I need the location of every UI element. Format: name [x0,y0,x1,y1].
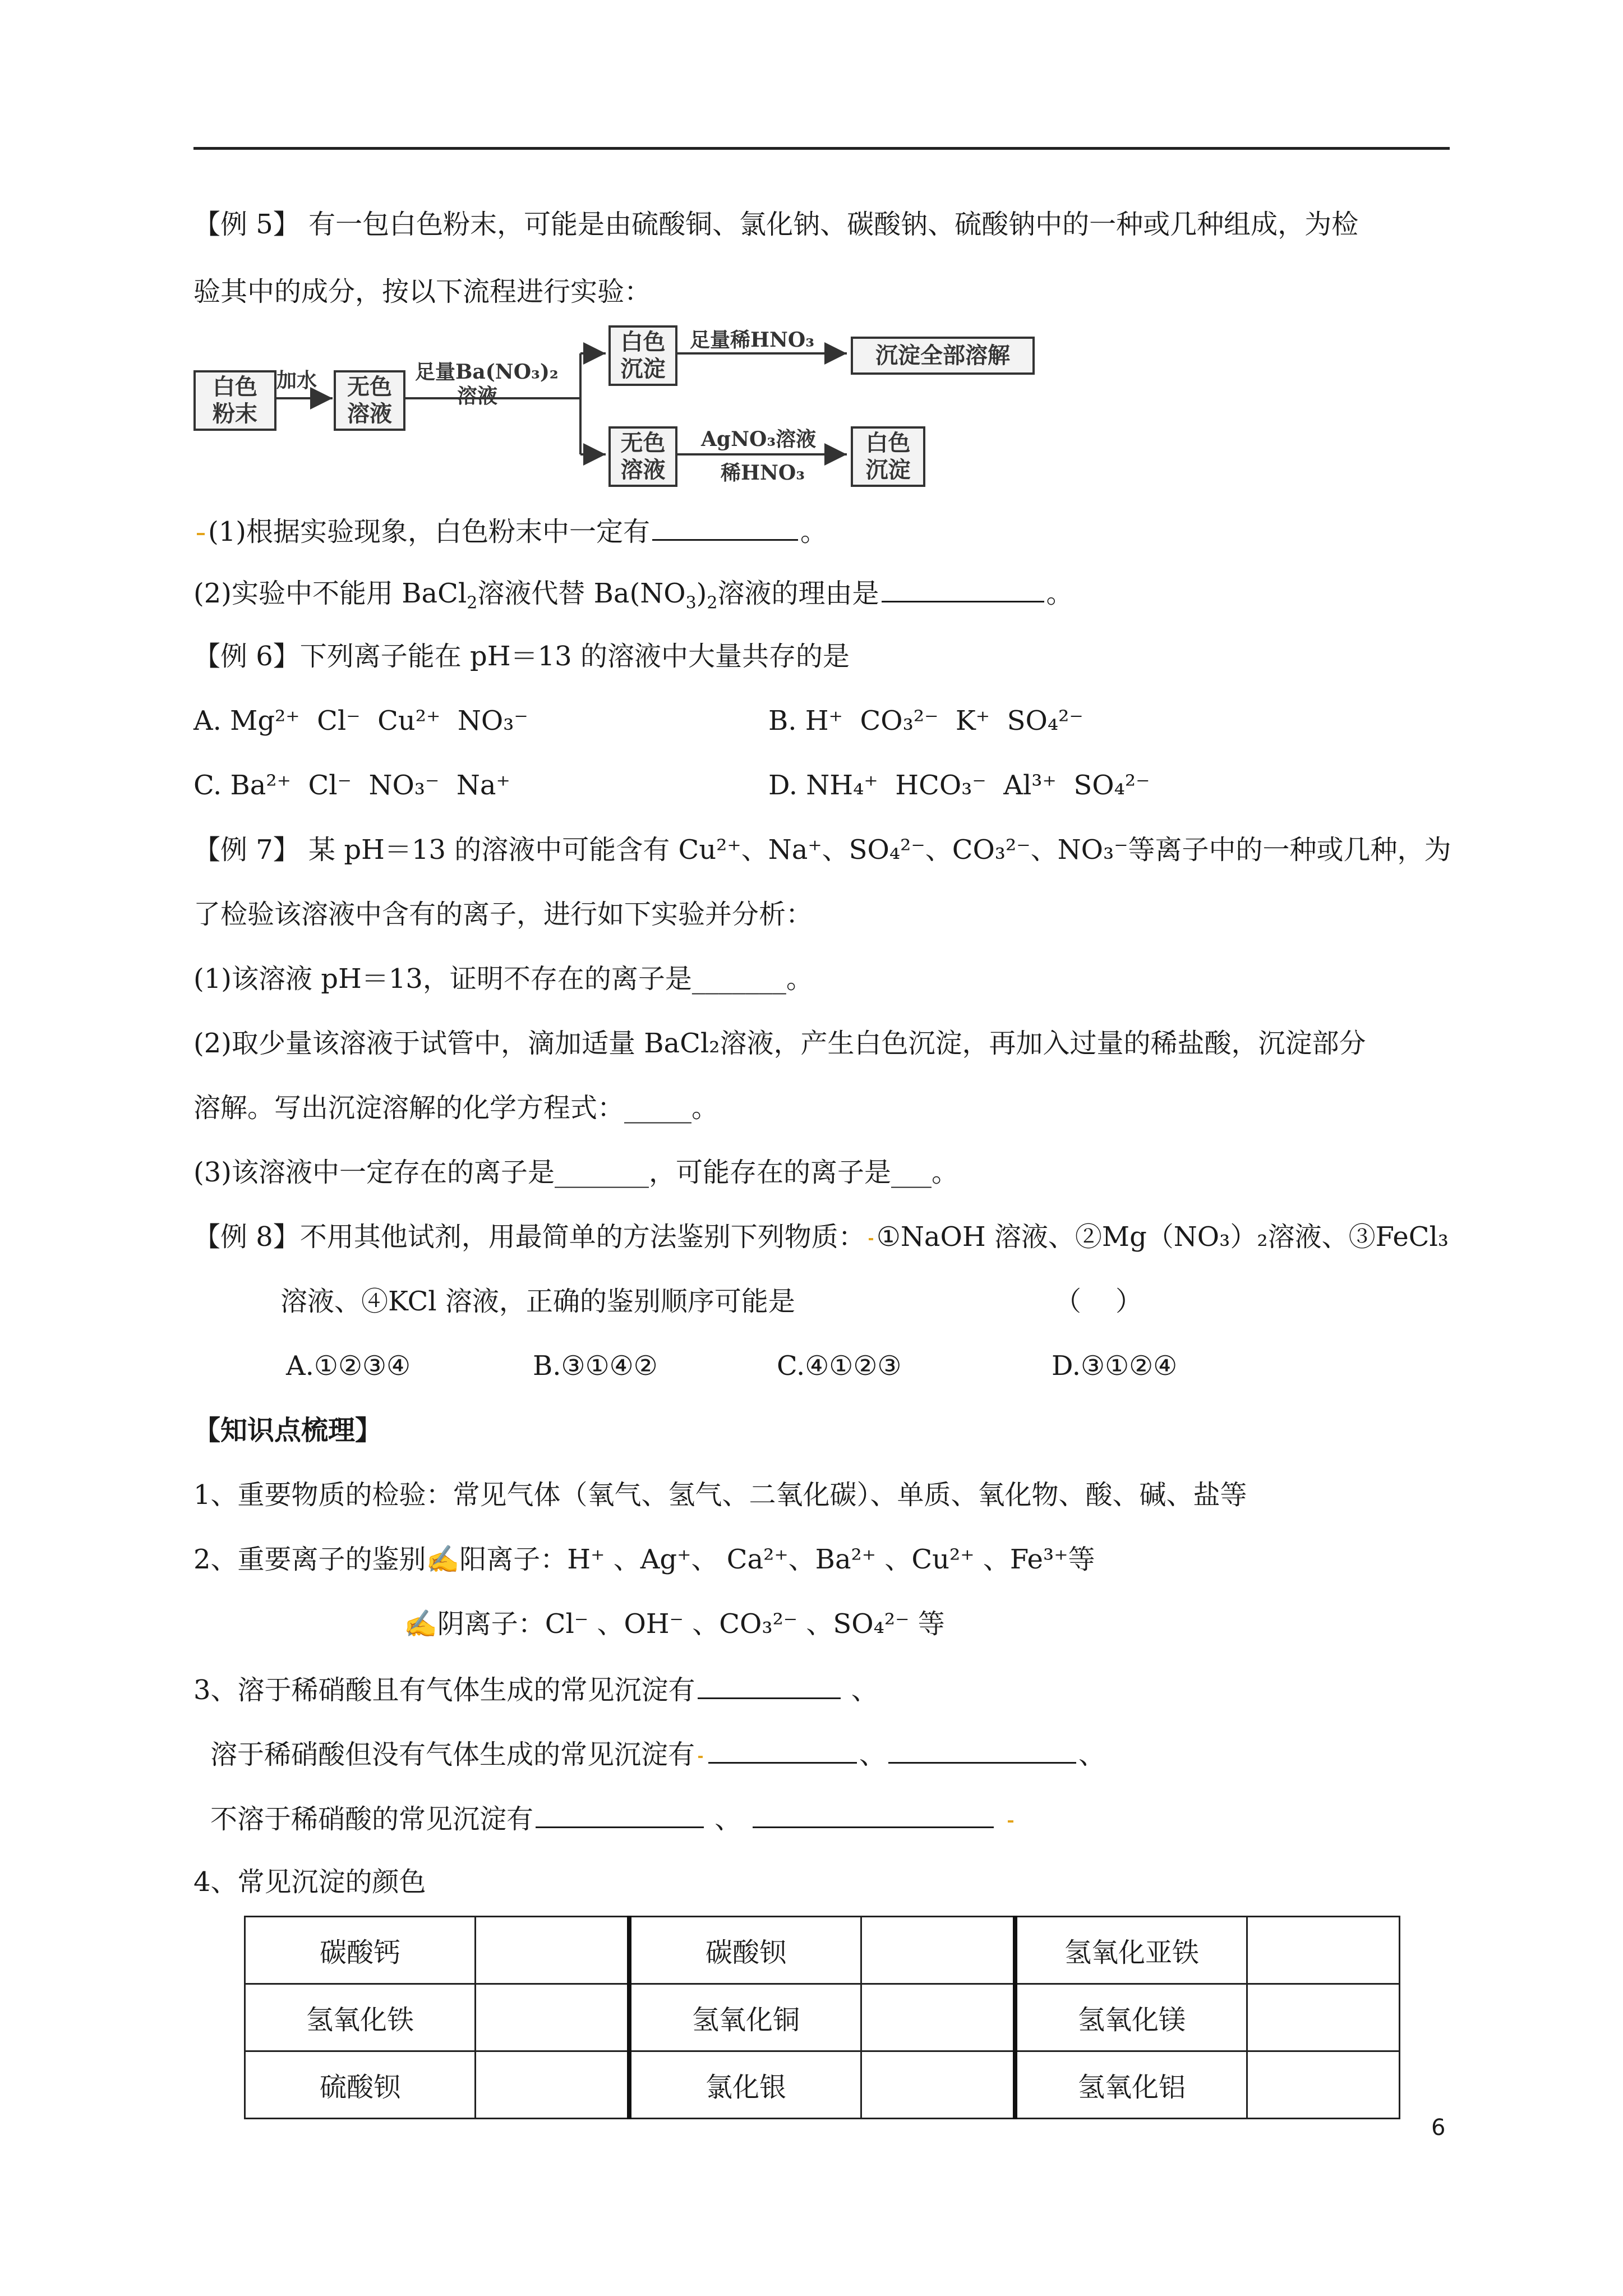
ex5-q2: (2)实验中不能用 BaCl$_2$溶液代替 $Ba(NO_3)_2$溶液的理由是 。 [193,575,1073,610]
knowledge-p4: 4、常见沉淀的颜色 [193,1866,426,1898]
knowledge-p2: 2、重要离子的鉴别✍阳离子：H⁺ 、Ag⁺、 Ca²⁺、Ba²⁺ 、Cu²⁺ 、Fe³⁺等 [193,1544,1095,1575]
ex5-q1: (1)根据实验现象，白色粉末中一定有 。 [193,513,827,549]
ex5-line2: 验其中的成分，按以下流程进行实验： [193,276,652,307]
ex8-option-b: B.③①④② [533,1350,658,1382]
ex5-line1 [193,208,1358,241]
ex7-q2a: (2)取少量该溶液于试管中，滴加适量 BaCl₂溶液，产生白色沉淀，再加入过量的稀盐酸，沉淀部分 [193,1028,1366,1059]
table-cell: 氢氧化亚铁 [1015,1917,1247,1984]
table-cell: 氢氧化铜 [629,1984,861,2051]
table-cell-blank [1247,1917,1399,1984]
table-cell: 氢氧化铝 [1015,2051,1247,2119]
ex6-title: 【例 6】下列离子能在 pH＝13 的溶液中大量共存的是 [193,641,850,672]
ex7-q2b: 溶解。写出沉淀溶解的化学方程式：_____。 [193,1092,719,1124]
knowledge-p3: 3、溶于稀硝酸且有气体生成的常见沉淀有 、 [193,1672,878,1707]
table-cell: 氢氧化镁 [1015,1984,1247,2051]
flow-box-ppt: 白色 沉淀 [608,325,677,386]
ex8-line1: 【例 8】不用其他试剂，用最简单的方法鉴别下列物质： ①NaOH 溶液、②Mg（NO₃）₂溶液、③FeCl₃ [193,1221,1449,1253]
table-row [245,1984,1400,2051]
ex6-option-c: C. Ba²⁺ Cl⁻ NO₃⁻ Na⁺ [193,770,510,801]
ex5-flowchart [193,286,1035,488]
ex8-line2: 溶液、④KCl 溶液，正确的鉴别顺序可能是 [280,1286,795,1317]
knowledge-title: 【知识点梳理】 [193,1415,382,1446]
flow-label-reagent3b: 稀HNO₃ [721,461,805,485]
table-cell: 硫酸钡 [245,2051,476,2119]
flow-label-reagent3a: AgNO₃溶液 [701,427,817,451]
ex5-tag: 【例 5】 [193,209,300,240]
table-cell-blank [1247,1984,1399,2051]
knowledge-p3c: 不溶于稀硝酸的常见沉淀有 、 [210,1801,1017,1836]
ex7-line2: 了检验该溶液中含有的离子，进行如下实验并分析： [193,899,813,930]
knowledge-p2b: ✍阴离子：Cl⁻ 、OH⁻ 、CO₃²⁻ 、SO₄²⁻ 等 [404,1608,945,1640]
ex7-line1: 【例 7】 某 pH＝13 的溶液中可能含有 Cu²⁺、Na⁺、SO₄²⁻、CO₃²⁻、NO₃⁻等离子中的一种或几种，为 [193,834,1451,866]
flow-label-reagent1a: 足量Ba(NO₃)₂ [415,360,559,384]
flow-label-reagent1b: 溶液 [457,384,498,408]
ex8-option-a: A.①②③④ [286,1350,411,1382]
table-cell-blank [1247,2051,1399,2119]
flow-box-filtrate: 无色 溶液 [608,426,677,487]
ex8-option-d: D.③①②④ [1052,1350,1178,1382]
table-row [245,1917,1400,1984]
header-rule [193,147,1450,150]
flow-box-white-ppt: 白色 沉淀 [851,426,925,487]
table-cell-blank [475,1984,629,2051]
table-cell: 碳酸钡 [629,1917,861,1984]
knowledge-p3b: 溶于稀硝酸但没有气体生成的常见沉淀有 、 、 [210,1736,1105,1772]
ex8-option-c: C.④①②③ [777,1350,902,1382]
table-cell-blank [861,1984,1015,2051]
page-number: 6 [1431,2115,1446,2141]
table-cell-blank [475,2051,629,2119]
table-cell-blank [475,1917,629,1984]
table-cell-blank [861,2051,1015,2119]
flow-label-water: 加水 [276,369,317,392]
ex6-option-d: D. NH₄⁺ HCO₃⁻ Al³⁺ SO₄²⁻ [768,770,1150,801]
ex8-answer-paren: （ ） [1054,1286,1143,1317]
ex7-q1: (1)该溶液 pH＝13，证明不存在的离子是_______。 [193,963,813,995]
table-row [245,2051,1400,2119]
knowledge-p1: 1、重要物质的检验：常见气体（氧气、氢气、二氧化碳）、单质、氧化物、酸、碱、盐等 [193,1479,1247,1511]
table-cell: 氢氧化铁 [245,1984,476,2051]
flow-box-dissolve: 沉淀全部溶解 [851,337,1035,375]
flow-label-reagent2: 足量稀HNO₃ [690,328,815,352]
flow-box-solution: 无色 溶液 [334,370,405,431]
table-cell-blank [861,1917,1015,1984]
table-cell: 碳酸钙 [245,1917,476,1984]
flow-box-powder: 白色 粉末 [193,370,276,431]
ex6-option-a: A. Mg²⁺ Cl⁻ Cu²⁺ NO₃⁻ [193,705,528,737]
ex6-option-b: B. H⁺ CO₃²⁻ K⁺ SO₄²⁻ [768,705,1083,737]
precipitate-color-table [244,1916,1400,2119]
table-cell: 氯化银 [629,2051,861,2119]
ex7-q3: (3)该溶液中一定存在的离子是_______，可能存在的离子是___。 [193,1157,958,1188]
ex5-text1: 有一包白色粉末，可能是由硫酸铜、氯化钠、碳酸钠、硫酸钠中的一种或几种组成，为检 [299,209,1359,240]
